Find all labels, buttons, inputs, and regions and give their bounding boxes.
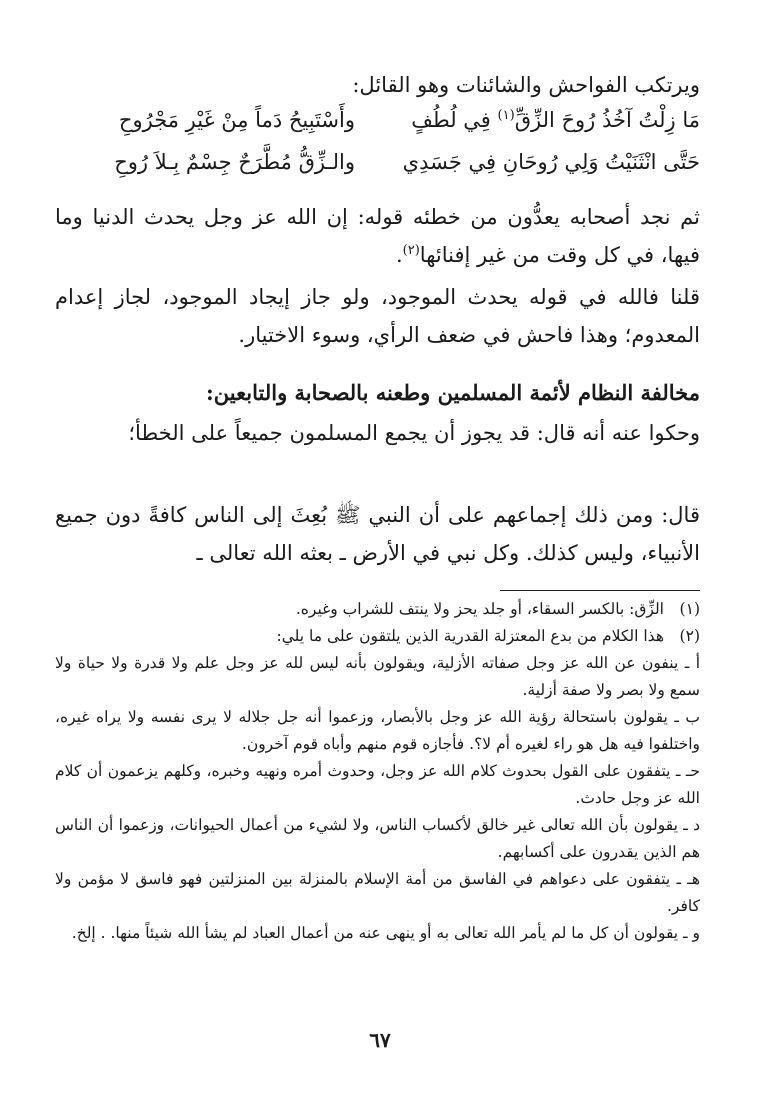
verse-2-first-hemistich: حَتَّى انْثَنَيْتُ وَلِي رُوحَانِ فِي جَسَدِي xyxy=(402,150,700,174)
verse-2-second-hemistich: والـزِّقُّ مُطَّرَحٌ جِسْمٌ بِـلاَ رُوحِ xyxy=(114,150,355,174)
paragraph-1-end: . xyxy=(395,243,403,267)
footnote-2-item-a: أ ـ ينفون عن الله عز وجل صفاته الأزلية، ويقولون بأنه ليس لله عز وجل علم ولا قدرة ولا حياة ولا سمع ولا بصر ولا صفة أزلية. xyxy=(55,654,700,699)
paragraph-2: قلنا فالله في قوله يحدث الموجود، ولو جاز إيجاد الموجود، لجاز إعدام المعدوم؛ وهذا فاحش في ضعف الرأي، وسوء الاختيار. xyxy=(55,285,700,347)
footnote-2-item-w: و ـ يقولون أن كل ما لم يأمر الله تعالى به أو ينهى عنه من أعمال العباد لم يشأ الله شيئاً منها. . إلخ. xyxy=(71,924,700,942)
verse-1 xyxy=(55,108,700,152)
footnotes xyxy=(55,596,700,947)
footnote-ref-1: (١) xyxy=(497,108,515,123)
verse-1-first-hemistich xyxy=(411,108,700,132)
intro-line: ويرتكب الفواحش والشائنات وهو القائل: xyxy=(352,73,700,97)
footnote-1 xyxy=(55,596,700,623)
section-heading: مخالفة النظام لأئمة المسلمين وطعنه بالصحابة والتابعين: xyxy=(206,380,700,405)
paragraph-1-text: ثم نجد أصحابه يعدُّون من خطئه قوله: إن الله عز وجل يحدث الدنيا وما فيها، في كل وقت من غير إفنائها xyxy=(55,205,700,267)
footnote-2-item-d: د ـ يقولون بأن الله تعالى غير خالق لأكساب الناس، ولا لشيء من أعمال الحيوانات، وزعموا أن الناس هم الذين يقدرون على أكسابهم. xyxy=(55,816,700,861)
footnote-ref-2: (٢) xyxy=(402,243,420,258)
footnote-1-marker: (١) xyxy=(679,600,700,618)
paragraph-4: قال: ومن ذلك إجماعهم على أن النبي ﷺ بُعِثَ إلى الناس كافةً دون جميع الأنبياء، وليس كذلك. وكل نبي في الأرض ـ بعثه الله تعالى ـ xyxy=(55,503,700,565)
verse-1-first-hemistich-end: فِي لُطُفٍ xyxy=(411,108,491,132)
verse-2 xyxy=(55,150,700,194)
footnote-2-item-b: ب ـ يقولون باستحالة رؤية الله عز وجل بالأبصار، وزعموا أنه جل جلاله لا يرى نفسه ولا يراه غيره، واختلفوا فيه هل هو راء لغيره أم لا؟. فأجازه قوم منهم وأباه قوم آخرون. xyxy=(55,708,700,753)
paragraph-1 xyxy=(55,198,700,274)
verse-1-second-hemistich: وأَسْتَبِيحُ دَماً مِنْ غَيْرِ مَجْرُوحِ xyxy=(118,108,355,132)
footnote-2-marker: (٢) xyxy=(679,627,700,645)
footnote-2-item-h: حـ ـ يتفقون على القول بحدوث كلام الله عز وجل، وحدوث أمره ونهيه وخبره، وكلهم يزعمون أن كلام الله عز وجل حادث. xyxy=(55,762,700,807)
verse-1-first-hemistich-text: مَا زِلْتُ آخُذُ رُوحَ الزِّقِّ xyxy=(514,108,700,132)
footnote-2-text: هذا الكلام من بدع المعتزلة القدرية الذين يلتقون على ما يلي: xyxy=(276,627,664,645)
paragraph-3: وحكوا عنه أنه قال: قد يجوز أن يجمع المسلمون جميعاً على الخطأ؛ xyxy=(128,421,700,445)
footnote-1-text: الزِّق: بالكسر السقاء، أو جلد يحز ولا ينتف للشراب وغيره. xyxy=(295,600,664,618)
footnote-divider xyxy=(500,590,700,591)
footnote-2 xyxy=(55,623,700,650)
page-number: ٦٧ xyxy=(369,1028,391,1052)
footnote-2-item-he: هـ ـ يتفقون على دعواهم في الفاسق من أمة الإسلام بالمنزلة بين المنزلتين فهو فاسق لا مؤمن ولا كافر. xyxy=(55,870,700,915)
